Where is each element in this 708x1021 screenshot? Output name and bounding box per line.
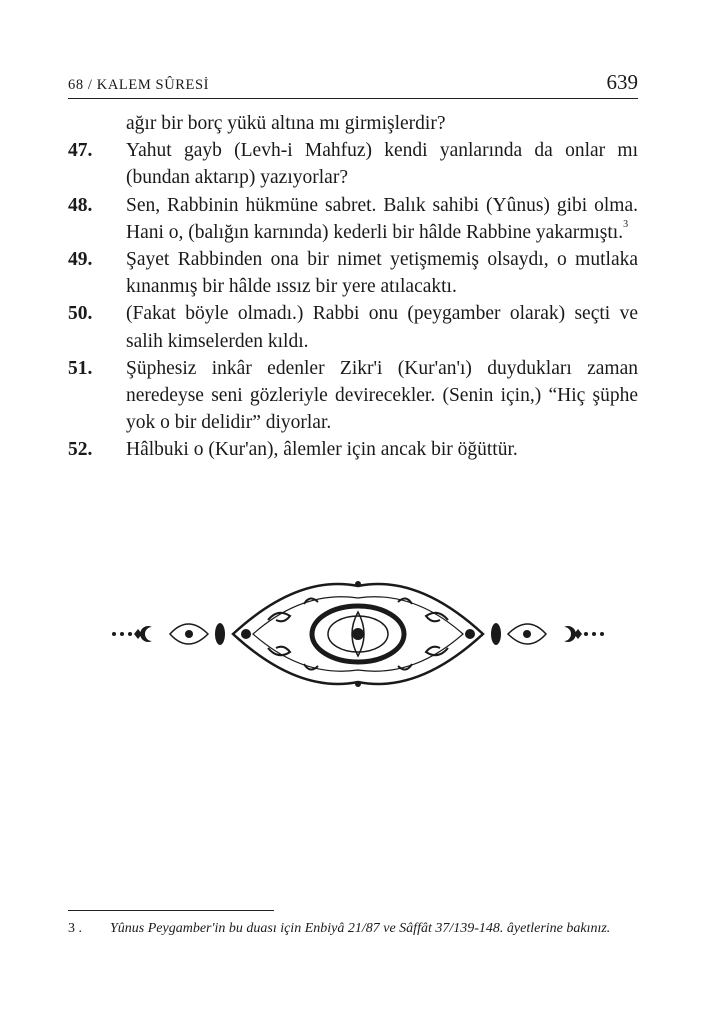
verse-number: 48. xyxy=(68,194,93,216)
verse-number: 52. xyxy=(68,439,93,461)
decorative-ornament-icon xyxy=(108,580,608,702)
footnote-number: 3 . xyxy=(68,921,82,936)
verse-49 xyxy=(68,246,638,300)
verse-continuation: ağır bir borç yükü altına mı girmişlerdir? xyxy=(126,113,446,134)
verse-52 xyxy=(68,436,638,463)
verse-number: 47. xyxy=(68,140,93,162)
verse-number: 50. xyxy=(68,303,93,325)
verse-text xyxy=(126,192,638,246)
verse-text: Yahut gayb (Levh-i Mahfuz) kendi yanlarında da onlar mı (bundan aktarıp) yazıyorlar? xyxy=(126,140,638,189)
verse-text: Şüphesiz inkâr edenler Zikr'i (Kur'an'ı) duydukları zaman neredeyse seni gözleriyle devirecekler. (Senin için,) “Hiç şüphe yok o bir delidir” diyorlar. xyxy=(126,357,638,434)
verse-text: Şayet Rabbinden ona bir nimet yetişmemiş olsaydı, o mutlaka kınanmış bir hâlde ıssız bir yere atılacaktı. xyxy=(126,249,638,298)
verse-48 xyxy=(68,192,638,246)
footnote-text: Yûnus Peygamber'in bu duası için Enbiyâ 21/87 ve Sâffât 37/139-148. âyetlerine bakınız. xyxy=(110,921,611,936)
verse-50 xyxy=(68,300,638,354)
running-title: 68 / KALEM SÛRESİ xyxy=(68,77,210,93)
verse-number: 49. xyxy=(68,249,93,271)
verse-text-content: Sen, Rabbinin hükmüne sabret. Balık sahibi (Yûnus) gibi olma. Hani o, (balığın karnında) kederli bir hâlde Rabbine yakarmıştı. xyxy=(126,194,638,243)
verse-list xyxy=(68,110,638,464)
footnote-divider xyxy=(68,910,274,911)
verse-text: Hâlbuki o (Kur'an), âlemler için ancak bir öğüttür. xyxy=(126,439,518,461)
verse-47 xyxy=(68,137,638,191)
footnote-ref[interactable]: 3 xyxy=(623,218,629,230)
footnote xyxy=(68,918,638,939)
verse-text: (Fakat böyle olmadı.) Rabbi onu (peygamber olarak) seçti ve salih kimselerden kıldı. xyxy=(126,303,638,352)
verse-number: 51. xyxy=(68,357,93,379)
page-number: 639 xyxy=(606,70,638,94)
page-header xyxy=(68,66,638,99)
verse-51 xyxy=(68,355,638,437)
